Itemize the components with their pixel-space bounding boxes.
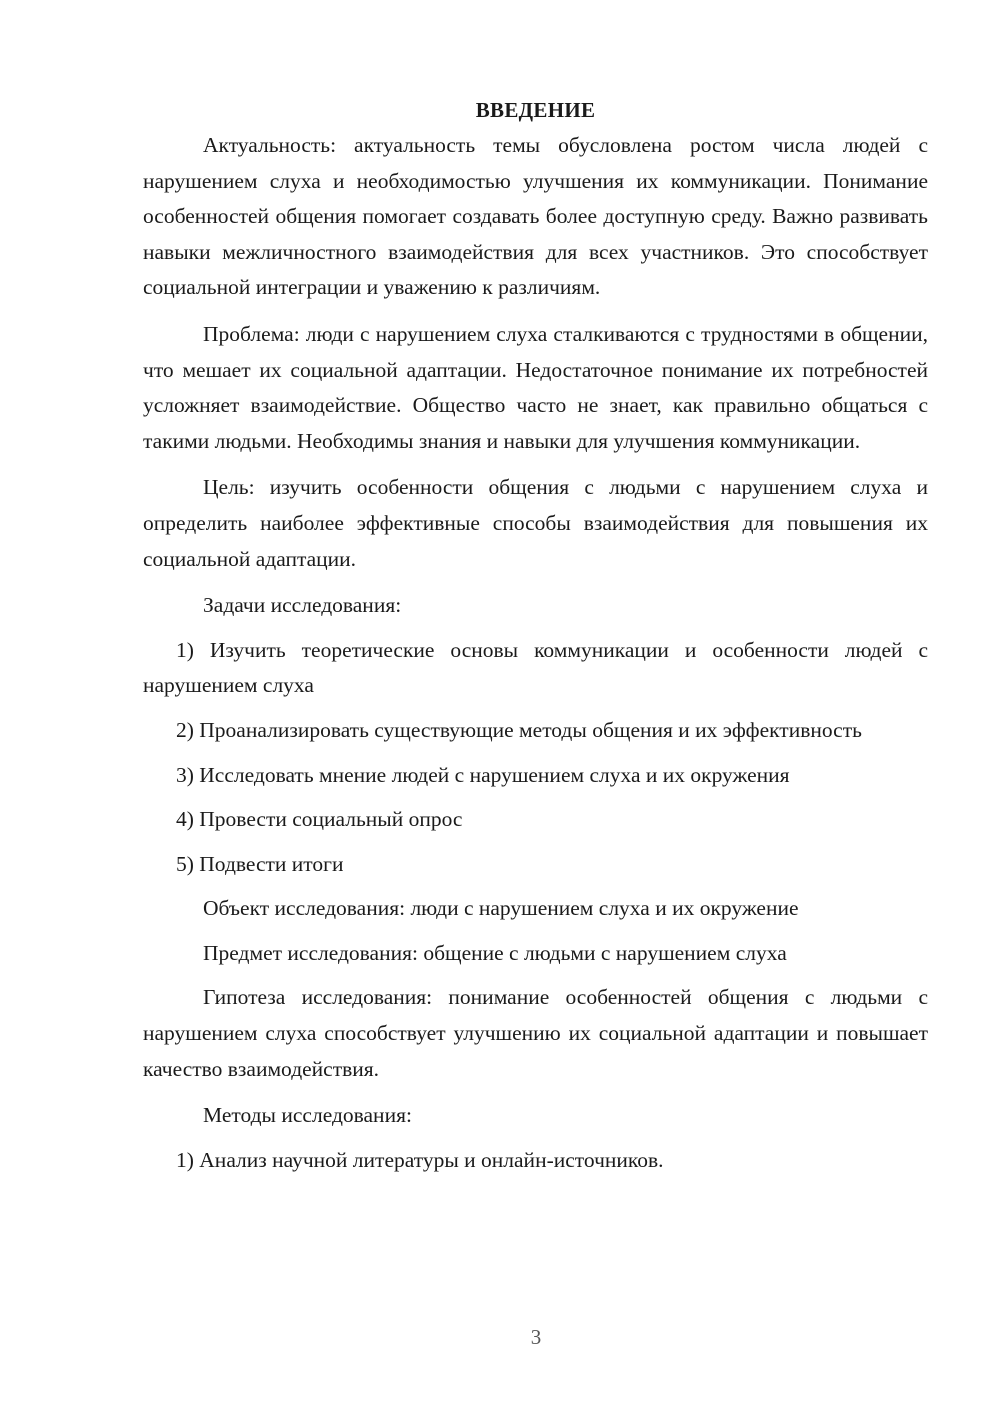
task-item-3: 3) Исследовать мнение людей с нарушением слуха и их окружения <box>176 762 790 787</box>
task-item-5: 5) Подвести итоги <box>176 851 344 876</box>
task-item-1: 1) Изучить теоретические основы коммуникации и особенности людей с нарушением слуха <box>143 637 928 698</box>
document-page <box>143 92 928 1178</box>
task-item-4: 4) Провести социальный опрос <box>176 807 463 832</box>
paragraph-problem: Проблема: люди с нарушением слуха сталкиваются с трудностями в общении, что мешает их социальной адаптации. Недостаточное понимание их потребностей усложняет взаимодействие. Общество часто не знает, как правильно общаться с такими людьми. Необходимы знания и навыки для улучшения коммуникации. <box>143 321 928 453</box>
tasks-heading: Задачи исследования: <box>203 593 402 618</box>
page-title: ВВЕДЕНИЕ <box>475 98 596 122</box>
paragraph-subject: Предмет исследования: общение с людьми с нарушением слуха <box>203 940 787 965</box>
methods-heading: Методы исследования: <box>203 1103 412 1128</box>
paragraph-relevance: Актуальность: актуальность темы обусловлена ростом числа людей с нарушением слуха и необходимостью улучшения их коммуникации. Понимание особенностей общения помогает создавать более доступную среду. Важно развивать навыки межличностного взаимодействия для всех участников. Это способствует социальной интеграции и уважению к различиям. <box>143 133 928 300</box>
paragraph-object: Объект исследования: люди с нарушением слуха и их окружение <box>203 896 799 921</box>
task-item-2: 2) Проанализировать существующие методы общения и их эффективность <box>176 717 862 742</box>
paragraph-hypothesis: Гипотеза исследования: понимание особенностей общения с людьми с нарушением слуха способствует улучшению их социальной адаптации и повышает качество взаимодействия. <box>143 985 928 1081</box>
method-item-1: 1) Анализ научной литературы и онлайн-источников. <box>176 1147 664 1172</box>
page-number: 3 <box>530 1325 542 1349</box>
paragraph-goal: Цель: изучить особенности общения с людьми с нарушением слуха и определить наиболее эффективные способы взаимодействия для повышения их социальной адаптации. <box>143 475 928 571</box>
